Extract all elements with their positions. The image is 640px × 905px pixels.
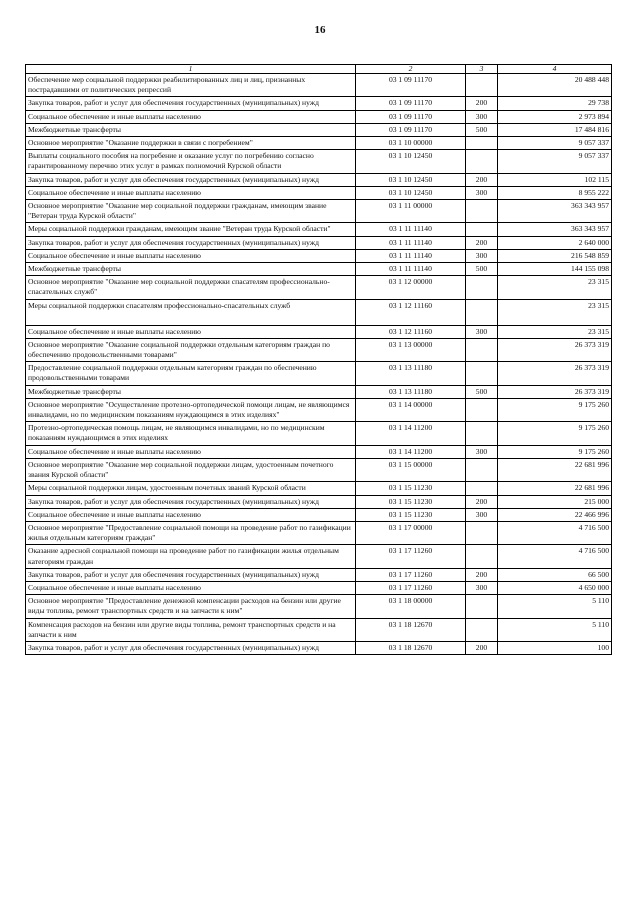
- budget-table: [25, 64, 612, 655]
- row-code: 03 1 18 12670: [356, 618, 466, 641]
- row-description: Межбюджетные трансферты: [26, 123, 356, 136]
- row-expense-type: [466, 137, 498, 150]
- row-description: Обеспечение мер социальной поддержки реабилитированных лиц и лиц, признанных пострадавшими от политических репрессий: [26, 74, 356, 97]
- row-amount: 23 315: [498, 299, 612, 325]
- row-amount: 9 175 260: [498, 398, 612, 421]
- table-row: [26, 200, 612, 223]
- row-expense-type: 200: [466, 568, 498, 581]
- table-row: [26, 495, 612, 508]
- row-code: 03 1 12 11160: [356, 325, 466, 338]
- row-description: Основное мероприятие "Предоставление денежной компенсации расходов на бензин или другие виды топлива, ремонт транспортных средств и на запчасти к ним": [26, 595, 356, 618]
- table-row: [26, 521, 612, 544]
- row-amount: 363 343 957: [498, 223, 612, 236]
- row-expense-type: [466, 521, 498, 544]
- column-header-type: 3: [466, 65, 498, 74]
- row-code: 03 1 15 00000: [356, 458, 466, 481]
- column-header-amount: 4: [498, 65, 612, 74]
- table-row: [26, 263, 612, 276]
- row-description: Социальное обеспечение и иные выплаты населению: [26, 110, 356, 123]
- row-code: 03 1 09 11170: [356, 123, 466, 136]
- row-code: 03 1 17 11260: [356, 568, 466, 581]
- row-code: 03 1 11 11140: [356, 223, 466, 236]
- row-amount: 8 955 222: [498, 186, 612, 199]
- row-expense-type: [466, 150, 498, 173]
- table-row: [26, 249, 612, 262]
- row-amount: 4 716 500: [498, 521, 612, 544]
- row-description: Оказание адресной социальной помощи на проведение работ по газификации жилья отдельным категориям граждан: [26, 545, 356, 568]
- row-code: 03 1 09 11170: [356, 110, 466, 123]
- row-expense-type: [466, 338, 498, 361]
- row-description: Протезно-ортопедическая помощь лицам, не являющимся инвалидами, но по медицинским показаниям нуждающимся в этих изделиях: [26, 422, 356, 445]
- row-expense-type: [466, 200, 498, 223]
- row-amount: 26 373 319: [498, 338, 612, 361]
- row-code: 03 1 17 00000: [356, 521, 466, 544]
- row-expense-type: 300: [466, 325, 498, 338]
- table-row: [26, 362, 612, 385]
- table-body: [26, 74, 612, 655]
- row-code: 03 1 15 11230: [356, 482, 466, 495]
- table-row: [26, 150, 612, 173]
- row-code: 03 1 12 00000: [356, 276, 466, 299]
- table-row: [26, 123, 612, 136]
- table-row: [26, 641, 612, 654]
- table-header-row: [26, 65, 612, 74]
- table-row: [26, 173, 612, 186]
- row-code: 03 1 17 11260: [356, 545, 466, 568]
- table-row: [26, 276, 612, 299]
- row-description: Закупка товаров, работ и услуг для обеспечения государственных (муниципальных) нужд: [26, 97, 356, 110]
- row-description: Выплаты социального пособия на погребение и оказание услуг по погребению согласно гарантированному перечню этих услуг в рамках полномочий Курской области: [26, 150, 356, 173]
- row-description: Закупка товаров, работ и услуг для обеспечения государственных (муниципальных) нужд: [26, 236, 356, 249]
- row-amount: 363 343 957: [498, 200, 612, 223]
- row-code: 03 1 12 11160: [356, 299, 466, 325]
- row-code: 03 1 09 11170: [356, 74, 466, 97]
- table-row: [26, 186, 612, 199]
- row-amount: 2 640 000: [498, 236, 612, 249]
- table-row: [26, 595, 612, 618]
- row-expense-type: [466, 618, 498, 641]
- row-description: Основное мероприятие "Оказание мер социальной поддержки гражданам, имеющим звание "Ветеран труда Курской области": [26, 200, 356, 223]
- column-header-description: 1: [26, 65, 356, 74]
- table-row: [26, 581, 612, 594]
- row-description: Предоставление социальной поддержки отдельным категориям граждан по обеспечению продовольственными товарами: [26, 362, 356, 385]
- row-expense-type: 500: [466, 385, 498, 398]
- row-expense-type: 200: [466, 173, 498, 186]
- row-amount: 9 057 337: [498, 137, 612, 150]
- row-amount: 26 373 319: [498, 362, 612, 385]
- row-amount: 5 110: [498, 595, 612, 618]
- table-row: [26, 508, 612, 521]
- table-row: [26, 338, 612, 361]
- row-amount: 216 548 859: [498, 249, 612, 262]
- row-code: 03 1 13 00000: [356, 338, 466, 361]
- row-amount: 9 057 337: [498, 150, 612, 173]
- row-amount: 20 488 448: [498, 74, 612, 97]
- row-code: 03 1 13 11180: [356, 362, 466, 385]
- table-row: [26, 325, 612, 338]
- row-amount: 102 115: [498, 173, 612, 186]
- table-row: [26, 97, 612, 110]
- table-row: [26, 458, 612, 481]
- row-expense-type: 300: [466, 581, 498, 594]
- row-expense-type: 300: [466, 110, 498, 123]
- row-expense-type: [466, 422, 498, 445]
- row-description: Социальное обеспечение и иные выплаты населению: [26, 249, 356, 262]
- row-expense-type: [466, 74, 498, 97]
- row-description: Социальное обеспечение и иные выплаты населению: [26, 445, 356, 458]
- row-code: 03 1 10 00000: [356, 137, 466, 150]
- row-description: Межбюджетные трансферты: [26, 385, 356, 398]
- row-code: 03 1 10 12450: [356, 186, 466, 199]
- table-row: [26, 74, 612, 97]
- row-description: Основное мероприятие "Предоставление социальной помощи на проведение работ по газификации жилья отдельным категориям граждан": [26, 521, 356, 544]
- row-description: Основное мероприятие "Оказание мер социальной поддержки спасателям профессионально-спасательных служб": [26, 276, 356, 299]
- row-code: 03 1 10 12450: [356, 173, 466, 186]
- row-expense-type: 200: [466, 236, 498, 249]
- table-row: [26, 398, 612, 421]
- row-description: Основное мероприятие "Оказание мер социальной поддержки лицам, удостоенным почетного звания Курской области": [26, 458, 356, 481]
- row-description: Меры социальной поддержки гражданам, имеющим звание "Ветеран труда Курской области": [26, 223, 356, 236]
- row-code: 03 1 09 11170: [356, 97, 466, 110]
- row-amount: 100: [498, 641, 612, 654]
- row-expense-type: 200: [466, 97, 498, 110]
- row-code: 03 1 14 11200: [356, 445, 466, 458]
- row-code: 03 1 10 12450: [356, 150, 466, 173]
- row-expense-type: [466, 362, 498, 385]
- table-row: [26, 445, 612, 458]
- table-row: [26, 545, 612, 568]
- row-expense-type: 300: [466, 445, 498, 458]
- row-description: Меры социальной поддержки спасателям профессионально-спасательных служб: [26, 299, 356, 325]
- row-amount: 22 681 996: [498, 482, 612, 495]
- row-expense-type: 300: [466, 249, 498, 262]
- row-code: 03 1 11 11140: [356, 236, 466, 249]
- row-description: Меры социальной поддержки лицам, удостоенным почетных званий Курской области: [26, 482, 356, 495]
- row-amount: 4 716 500: [498, 545, 612, 568]
- row-description: Основное мероприятие "Оказание социальной поддержки отдельным категориям граждан по обеспечению продовольственными товарами": [26, 338, 356, 361]
- table-row: [26, 223, 612, 236]
- row-expense-type: [466, 398, 498, 421]
- row-description: Социальное обеспечение и иные выплаты населению: [26, 508, 356, 521]
- row-description: Основное мероприятие "Осуществление протезно-ортопедической помощи лицам, не являющимся инвалидами, но по медицинским показаниям нуждающимся в этих изделиях": [26, 398, 356, 421]
- row-amount: 9 175 260: [498, 422, 612, 445]
- row-amount: 22 681 996: [498, 458, 612, 481]
- row-amount: 26 373 319: [498, 385, 612, 398]
- row-description: Социальное обеспечение и иные выплаты населению: [26, 581, 356, 594]
- row-description: Социальное обеспечение и иные выплаты населению: [26, 325, 356, 338]
- table-row: [26, 422, 612, 445]
- row-expense-type: 300: [466, 508, 498, 521]
- row-code: 03 1 14 00000: [356, 398, 466, 421]
- row-code: 03 1 15 11230: [356, 508, 466, 521]
- row-amount: 66 500: [498, 568, 612, 581]
- row-code: 03 1 11 11140: [356, 249, 466, 262]
- row-code: 03 1 13 11180: [356, 385, 466, 398]
- row-code: 03 1 15 11230: [356, 495, 466, 508]
- row-amount: 9 175 260: [498, 445, 612, 458]
- page-number: 16: [314, 24, 326, 36]
- row-expense-type: [466, 276, 498, 299]
- row-amount: 2 973 894: [498, 110, 612, 123]
- row-amount: 23 315: [498, 325, 612, 338]
- row-amount: 5 110: [498, 618, 612, 641]
- row-amount: 215 000: [498, 495, 612, 508]
- row-expense-type: [466, 458, 498, 481]
- row-expense-type: [466, 545, 498, 568]
- table-row: [26, 568, 612, 581]
- row-expense-type: [466, 223, 498, 236]
- row-expense-type: [466, 595, 498, 618]
- row-description: Закупка товаров, работ и услуг для обеспечения государственных (муниципальных) нужд: [26, 641, 356, 654]
- table-row: [26, 618, 612, 641]
- row-expense-type: [466, 482, 498, 495]
- row-description: Закупка товаров, работ и услуг для обеспечения государственных (муниципальных) нужд: [26, 495, 356, 508]
- row-code: 03 1 11 11140: [356, 263, 466, 276]
- row-expense-type: 500: [466, 263, 498, 276]
- table-row: [26, 236, 612, 249]
- row-expense-type: 500: [466, 123, 498, 136]
- table-row: [26, 482, 612, 495]
- row-expense-type: 200: [466, 495, 498, 508]
- table-row: [26, 137, 612, 150]
- row-amount: 144 155 098: [498, 263, 612, 276]
- row-amount: 29 738: [498, 97, 612, 110]
- row-amount: 23 315: [498, 276, 612, 299]
- table-row: [26, 110, 612, 123]
- row-code: 03 1 17 11260: [356, 581, 466, 594]
- row-code: 03 1 11 00000: [356, 200, 466, 223]
- row-description: Основное мероприятие "Оказание поддержки в связи с погребением": [26, 137, 356, 150]
- column-header-code: 2: [356, 65, 466, 74]
- row-code: 03 1 18 12670: [356, 641, 466, 654]
- row-expense-type: [466, 299, 498, 325]
- row-description: Закупка товаров, работ и услуг для обеспечения государственных (муниципальных) нужд: [26, 173, 356, 186]
- row-description: Социальное обеспечение и иные выплаты населению: [26, 186, 356, 199]
- row-code: 03 1 14 11200: [356, 422, 466, 445]
- row-expense-type: 300: [466, 186, 498, 199]
- row-expense-type: 200: [466, 641, 498, 654]
- table-row: [26, 385, 612, 398]
- row-amount: 22 466 996: [498, 508, 612, 521]
- row-description: Межбюджетные трансферты: [26, 263, 356, 276]
- row-description: Закупка товаров, работ и услуг для обеспечения государственных (муниципальных) нужд: [26, 568, 356, 581]
- row-code: 03 1 18 00000: [356, 595, 466, 618]
- row-amount: 4 650 000: [498, 581, 612, 594]
- table-row: [26, 299, 612, 325]
- row-amount: 17 484 816: [498, 123, 612, 136]
- row-description: Компенсация расходов на бензин или другие виды топлива, ремонт транспортных средств и на запчасти к ним: [26, 618, 356, 641]
